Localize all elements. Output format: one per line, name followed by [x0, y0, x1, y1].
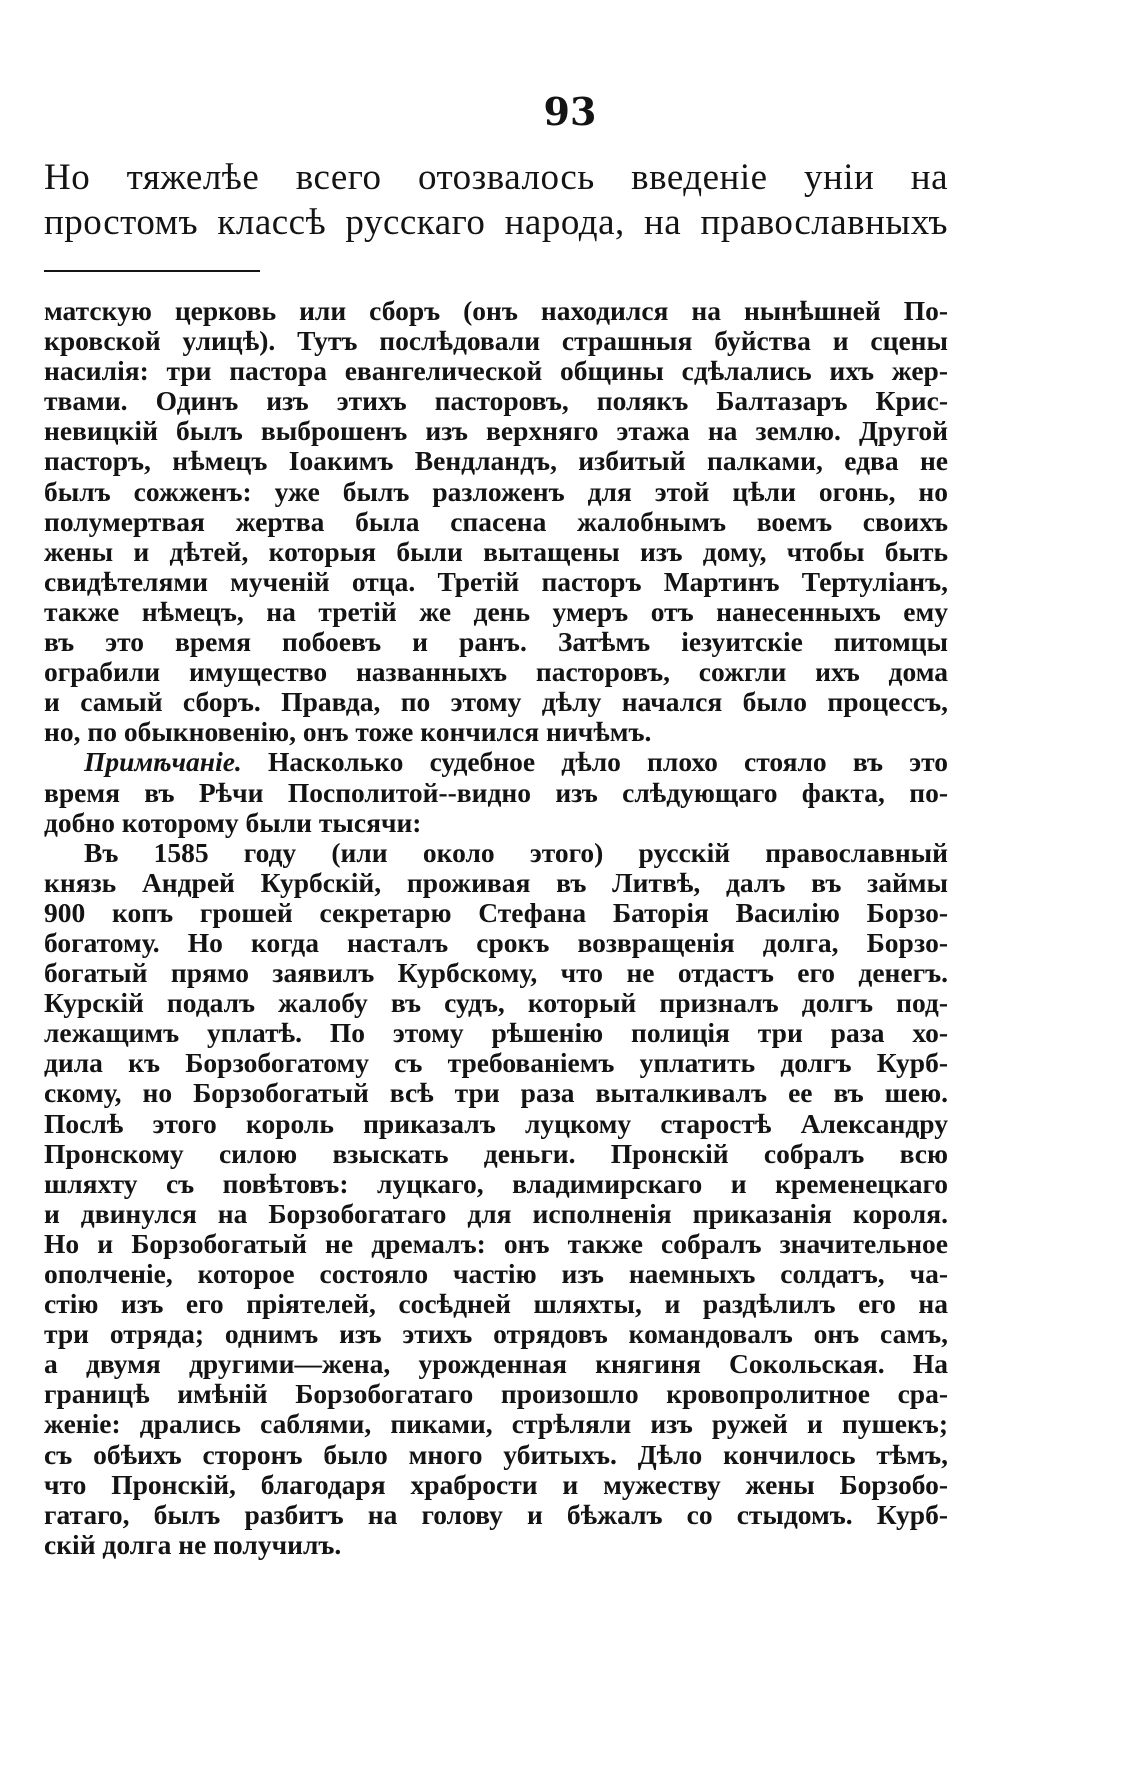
- footnote-line: невицкій былъ выброшенъ изъ верхняго этажа на землю. Другой: [44, 415, 948, 447]
- footnote-line: также нѣмецъ, на третій же день умеръ отъ нанесенныхъ ему: [44, 595, 948, 627]
- footnote-line: но, по обыкновенію, онъ тоже кончился ничѣмъ.: [44, 716, 652, 748]
- footnote-line: въ это время побоевъ и ранъ. Затѣмъ іезуитскіе питомцы: [44, 626, 948, 658]
- footnote-line: богатому. Но когда насталъ срокъ возвращенія долга, Борзо-: [44, 926, 948, 958]
- footnote-line: гатаго, былъ разбитъ на голову и бѣжалъ со стыдомъ. Курб-: [44, 1498, 948, 1530]
- footnote-line: Въ 1585 году (или около этого) русскій православный: [84, 836, 948, 868]
- footnote-line: кровской улицѣ). Тутъ послѣдовали страшныя буйства и сцены: [44, 325, 948, 357]
- footnote-line: ограбили имущество названныхъ пасторовъ, сожгли ихъ дома: [44, 656, 948, 688]
- note-label: Примѣчаніе.: [84, 746, 242, 778]
- footnote-line: стію изъ его пріятелей, сосѣдней шляхты, и раздѣлилъ его на: [44, 1288, 948, 1320]
- main-text-paragraph: Но тяжелѣе всего отозвалось введеніе уніи на простомъ классѣ русскаго народа, на православныхъ: [44, 157, 948, 243]
- footnote-line: Пронскому силою взыскать деньги. Пронскій собралъ всю: [44, 1137, 948, 1169]
- footnote-paragraph-3: [44, 838, 948, 1560]
- footnote-line: ополченіе, которое состояло частію изъ наемныхъ солдатъ, ча-: [44, 1258, 948, 1289]
- footnote-line: былъ сожженъ: уже былъ разложенъ для этой цѣли огонь, но: [44, 475, 948, 507]
- footnote-line: свидѣтелями мученій отца. Третій пасторъ Мартинъ Тертуліанъ,: [44, 565, 948, 597]
- footnote-line: дила къ Борзобогатому съ требованіемъ уплатить долгъ Курб-: [44, 1047, 948, 1079]
- footnote: [44, 296, 948, 1560]
- footnote-line: скій долга не получилъ.: [44, 1528, 342, 1560]
- footnote-line: добно которому были тысячи:: [44, 806, 422, 838]
- footnote-line: князь Андрей Курбскій, проживая въ Литвѣ, далъ въ займы: [44, 866, 948, 898]
- footnote-line: матскую церковь или сборъ (онъ находился на нынѣшней По-: [44, 295, 948, 326]
- footnote-line: шляхту съ повѣтовъ: луцкаго, владимирскаго и кременецкаго: [44, 1167, 948, 1199]
- footnote-line: а двумя другими—жена, урожденная княгиня Сокольская. На: [44, 1348, 948, 1380]
- footnote-line: 900 копъ грошей секретарю Стефана Баторія Василію Борзо-: [44, 896, 948, 928]
- footnote-line: скому, но Борзобогатый всѣ три раза выталкивалъ ее въ шею.: [44, 1077, 948, 1109]
- footnote-line: три отряда; однимъ изъ этихъ отрядовъ командовалъ онъ самъ,: [44, 1318, 948, 1350]
- footnote-line: пасторъ, нѣмецъ Іоакимъ Вендландъ, избитый палками, едва не: [44, 445, 948, 477]
- note-first-line-text: Насколько судебное дѣло плохо стояло въ это: [267, 746, 948, 778]
- footnote-paragraph-2: [44, 778, 948, 838]
- footnote-paragraph-1: [44, 296, 948, 747]
- footnote-line: жены и дѣтей, которыя были вытащены изъ дому, чтобы быть: [44, 535, 948, 567]
- footnote-line: что Пронскій, благодаря храбрости и мужеству жены Борзобо-: [44, 1468, 948, 1500]
- page-number: 93: [543, 89, 597, 134]
- footnote-line: полумертвая жертва была спасена жалобнымъ воемъ своихъ: [44, 505, 948, 537]
- note-first-line: [44, 747, 948, 777]
- footnote-line: Но и Борзобогатый не дремалъ: онъ также собралъ значительное: [44, 1227, 948, 1259]
- footnote-line: насилія: три пастора евангелической общины сдѣлались ихъ жер-: [44, 355, 948, 387]
- footnote-separator-rule: [44, 270, 260, 272]
- footnote-line: твами. Одинъ изъ этихъ пасторовъ, полякъ Балтазаръ Крис-: [44, 385, 948, 417]
- footnote-line: женіе: дрались саблями, пиками, стрѣляли изъ ружей и пушекъ;: [44, 1408, 948, 1440]
- footnote-line: лежащимъ уплатѣ. По этому рѣшенію полиція три раза хо-: [44, 1017, 948, 1049]
- footnote-line: время въ Рѣчи Посполитой--видно изъ слѣдующаго факта, по-: [44, 776, 948, 808]
- footnote-line: и двинулся на Борзобогатаго для исполненія приказанія короля.: [44, 1197, 948, 1229]
- footnote-line: границѣ имѣній Борзобогатаго произошло кровопролитное сра-: [44, 1378, 948, 1410]
- footnote-line: Курскій подалъ жалобу въ судъ, который призналъ долгъ под-: [44, 987, 948, 1019]
- footnote-line: богатый прямо заявилъ Курбскому, что не отдастъ его денегъ.: [44, 957, 948, 989]
- footnote-line: съ обѣихъ сторонъ было много убитыхъ. Дѣло кончилось тѣмъ,: [44, 1438, 948, 1470]
- footnote-line: и самый сборъ. Правда, по этому дѣлу начался было процессъ,: [44, 686, 948, 718]
- footnote-line: Послѣ этого король приказалъ луцкому старостѣ Александру: [44, 1107, 948, 1139]
